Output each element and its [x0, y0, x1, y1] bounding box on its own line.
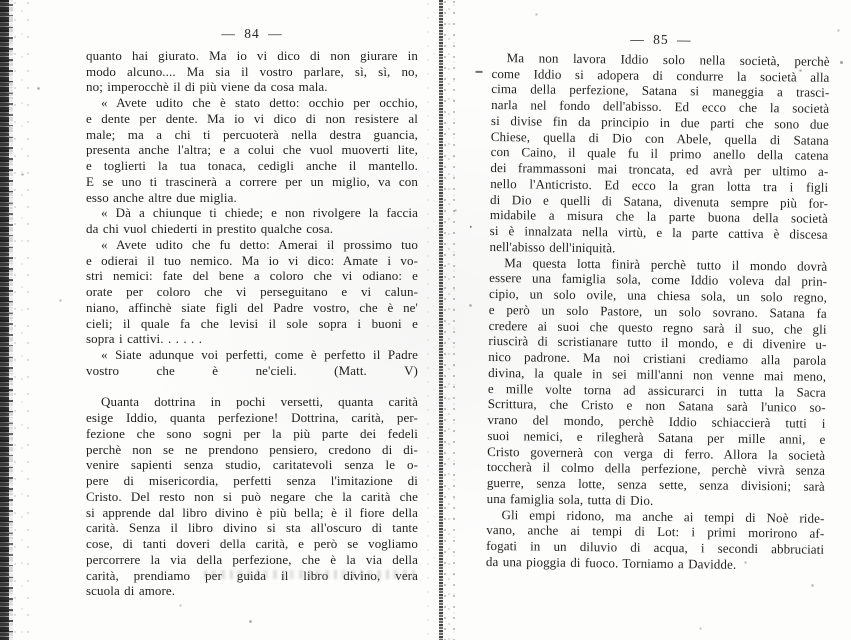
paragraph [487, 254, 828, 510]
right-page-text [486, 50, 830, 574]
text-line: si è innalzata nella virtù, e la parte cattiva è discesa [489, 222, 828, 242]
right-page [486, 30, 830, 573]
scan-edge-artifact [0, 0, 13, 640]
text-line: cipio, un solo ovile, una chiesa sola, un solo regno, [488, 285, 828, 305]
text-line: modo alcuno.... Ma sia il vostro parlare, sì, sì, no, [86, 63, 418, 79]
text-line: credere ai suoi che questo regno sarà il suo, che gli [488, 317, 827, 337]
text-line: Quanta dottrina in pochi versetti, quanta carità [101, 394, 418, 410]
text-line: essere una famiglia sola, come Iddio voleva dal prin- [489, 270, 828, 290]
text-line: riuscirà di scristianare tutto il mondo, e di divenire u- [488, 333, 827, 353]
text-line: « Avete udito che fu detto: Amerai il prossimo tuo [101, 236, 418, 252]
page-number-left: — 84 — [221, 26, 283, 41]
text-line: quanto hai giurato. Ma io vi dico di non giurare in [86, 47, 418, 63]
text-line: vrano del mondo, perchè Iddio schiaccierà tutti i [487, 411, 826, 431]
text-line: pere di misericordia, perfetti senza l'imitazione di [86, 473, 418, 488]
text-line: si apprende dal libro divino è più bella; è il fiore della [86, 504, 418, 520]
text-line: no; imperocchè il di più viene da cosa mala. [86, 79, 328, 95]
page-number-right: — 85 — [630, 31, 692, 48]
text-line: narla nel fondo dell'abisso. Ed ecco che la società [491, 96, 830, 116]
text-line: stri nemici: fate del bene a coloro che vi odiano: e [86, 268, 418, 284]
gutter-noise [443, 0, 459, 640]
show-through-ghost-text [204, 570, 419, 579]
text-line: Chiese, quella di Dio con Abele, quella di Satana [490, 128, 829, 148]
paragraph [86, 48, 418, 95]
left-page-text [86, 48, 418, 599]
text-line: guerre, senza lotte, senza sette, senza divisioni; sarà [486, 474, 825, 494]
gutter-noise [425, 0, 439, 640]
text-line: nico padrone. Ma noi cristiani crediamo alla parola [488, 348, 827, 368]
text-line: fogati in un diluvio di acqua, i secondi abbruciati [486, 537, 825, 557]
text-line: di Dio e quelli di Satana, divenuta sempre più for- [489, 191, 829, 211]
text-line: toccherà il colmo della perfezione, perchè vivrà senza [486, 459, 826, 479]
margin-mark [476, 71, 483, 73]
text-line: Ma questa lotta finirà perchè tutto il mondo dovrà [504, 254, 828, 274]
text-line: Cristo governerà con verga di ferro. Allora la società [487, 443, 826, 463]
text-line: nell'abisso dell'iniquità. [489, 238, 616, 256]
text-line: come Iddio si adopera di condurre la società alla [491, 65, 830, 85]
text-line: si divise fin da principio in due parti che sono due [490, 112, 830, 132]
text-line: cima della perfezione, Satana si maneggia a trasci- [491, 81, 830, 101]
text-line: dei frammassoni mai troncata, ed avrà per ultimo a- [490, 159, 829, 179]
text-line: e mille volte torna ad assicurarci in tutta la Sacra [487, 380, 827, 400]
text-line: e dente per dente. Ma io vi dico di non resistere al [86, 110, 418, 126]
text-line: scuola di amore. [86, 583, 176, 599]
text-line: « Dà a chiunque ti chiede; e non rivolgere la faccia [101, 205, 418, 221]
scan-edge-noise [13, 0, 39, 640]
text-line: Ma non lavora Iddio solo nella società, perchè [506, 49, 830, 69]
left-page [86, 26, 418, 599]
text-line: perchè non se ne prendono pensiero, credono di di- [86, 441, 418, 457]
text-line: da chi vuol chiederti in prestito qualche cosa. [86, 221, 334, 236]
paragraph [489, 50, 829, 259]
paragraph [86, 237, 418, 347]
text-line: vano, anche ai tempi di Lot: i primi morirono af- [486, 522, 825, 542]
text-line: presenta anche l'altra; e a colui che vuol muoverti lite, [86, 142, 418, 158]
text-line: divina, la quale in sei mill'anni non venne mai meno, [488, 364, 827, 384]
text-line: vostro che è ne'cieli. (Matt. V) [86, 362, 418, 378]
text-line: niano, affinchè siate figli del Padre vostro, che è ne' [86, 299, 418, 315]
text-line: fezione che sono sogni per la più parte dei fedeli [86, 425, 418, 441]
text-line: con Caino, il quale fu il primo anello della catena [490, 144, 829, 164]
text-line: male; ma a chi ti percuoterà nella destra guancia, [86, 126, 418, 142]
text-line: E se uno ti trascinerà a correre per un miglio, va con [86, 173, 418, 189]
text-line: midabile a misura che la parte buona della società [489, 207, 828, 227]
text-line: nello l'Anticristo. Ed ecco la gran lotta tra i figli [490, 175, 829, 195]
paragraph [86, 205, 418, 237]
text-line: cose, di tanti doveri della carità, e però se vogliamo [86, 536, 418, 551]
text-line: Cristo. Del resto non si può negare che la carità che [86, 488, 418, 504]
text-line [86, 379, 418, 395]
text-line: percorrere la via della perfezione, che è la via della [86, 551, 418, 567]
text-line: esso anche altre due miglia. [86, 189, 237, 205]
text-line: orate per coloro che vi perseguitano e vi calun- [86, 284, 418, 299]
text-line: carità. Senza il libro divino si sta all'oscuro di tante [86, 520, 418, 536]
text-line: e toglierti la tua tonaca, cedigli anche il mantello. [86, 158, 418, 173]
text-line: carità, prendiamo per guida il libro divino, vera [86, 567, 418, 583]
paragraph [486, 506, 825, 573]
text-line: « Avete udito che è stato detto: occhio per occhio, [101, 95, 418, 110]
text-line: e odierai il tuo nemico. Ma io vi dico: Amate i vo- [86, 252, 418, 268]
text-line: cieli; il quale fa che levisi il sole sopra i buoni e [86, 315, 418, 331]
text-line: da una pioggia di fuoco. Torniamo a Davidde. [485, 553, 737, 572]
text-line: e però un solo Pastore, un solo sovrano. Satana fa [488, 301, 827, 321]
paragraph [86, 394, 418, 599]
paragraph [86, 95, 418, 205]
text-line: suoi nemici, e rilegherà Satana per mille anni, e [487, 427, 826, 447]
text-line: venire sapienti senza studio, caritatevoli senza le o- [86, 457, 418, 473]
text-line: Gli empi ridono, ma anche ai tempi di Noè ride- [501, 506, 825, 526]
margin-speck [470, 226, 472, 228]
text-line: sopra i cattivi. . . . . . [86, 331, 203, 347]
text-line: Scrittura, che Cristo e non Satana sarà l'unico so- [487, 396, 826, 416]
text-line: una famiglia sola, tutta di Dio. [486, 490, 654, 508]
scan-specks [0, 0, 1, 1]
text-line: esige Iddio, quanta perfezione! Dottrina, carità, per- [86, 410, 418, 425]
text-line: « Siate adunque voi perfetti, come è perfetto il Padre [101, 347, 418, 362]
paragraph [86, 347, 418, 394]
